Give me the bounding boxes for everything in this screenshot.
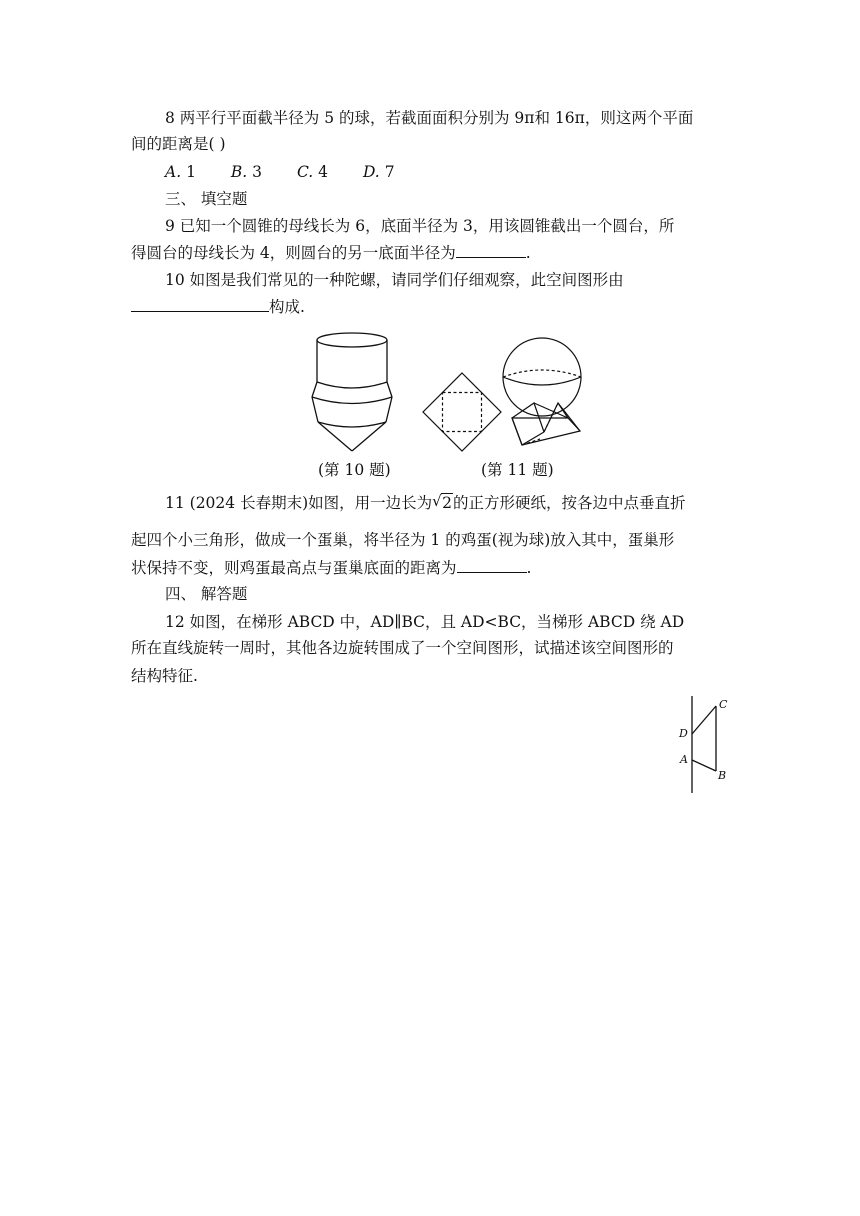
answer-blank (456, 243, 526, 258)
q11-line1: 11 (2024 长春期末)如图，用一边长为 √ 2的正方形硬纸，按各边中点垂直折 (165, 492, 686, 512)
q8-line2: 间的距离是( ) (131, 135, 226, 153)
option-b: B. 3 (230, 163, 263, 181)
q12-line2: 所在直线旋转一周时，其他各边旋转围成了一个空间图形，试描述该空间图形的 (131, 639, 674, 657)
q9-line2: 得圆台的母线长为 4，则圆台的另一底面半径为 . (131, 244, 531, 262)
answer-blank (457, 558, 527, 573)
figure-11-square-paper (421, 371, 503, 453)
caption-fig11: (第 11 题) (481, 461, 554, 479)
figure-12-trapezoid (676, 696, 736, 796)
q12-line1: 12 如图，在梯形 ABCD 中，AD∥BC，且 AD<BC，当梯形 ABCD 绕 AD (165, 613, 685, 631)
option-d: D. 7 (362, 163, 395, 181)
figure-10-spinning-top (310, 330, 400, 455)
q10-line1: 10 如图是我们常见的一种陀螺，请同学们仔细观察，此空间图形由 (165, 271, 624, 289)
figure-11-egg-nest (500, 335, 590, 455)
q11-line3: 状保持不变，则鸡蛋最高点与蛋巢底面的距离为 . (131, 559, 532, 577)
q12-line3: 结构特征. (131, 667, 198, 685)
caption-fig10: (第 10 题) (318, 461, 391, 479)
q8-options (165, 162, 765, 182)
label-a: A (680, 753, 688, 766)
section-heading-fill-in: 三、 填空题 (165, 190, 248, 208)
q11-line2: 起四个小三角形，做成一个蛋巢，将半径为 1 的鸡蛋(视为球)放入其中，蛋巢形 (131, 531, 675, 549)
sqrt-expression: √ 2 (432, 492, 452, 512)
answer-blank (131, 297, 269, 312)
option-c: C. 4 (296, 163, 328, 181)
option-a: A. 1 (165, 163, 196, 181)
label-b: B (718, 769, 727, 782)
q8-line1: 8 两平行平面截半径为 5 的球，若截面面积分别为 9π和 16π，则这两个平面 (165, 109, 694, 127)
q9-line1: 9 已知一个圆锥的母线长为 6，底面半径为 3，用该圆锥截出一个圆台，所 (165, 217, 675, 235)
label-d: D (679, 727, 688, 740)
q10-line2: 构成. (131, 297, 731, 317)
section-heading-solutions: 四、 解答题 (165, 585, 248, 603)
label-c: C (719, 698, 728, 711)
